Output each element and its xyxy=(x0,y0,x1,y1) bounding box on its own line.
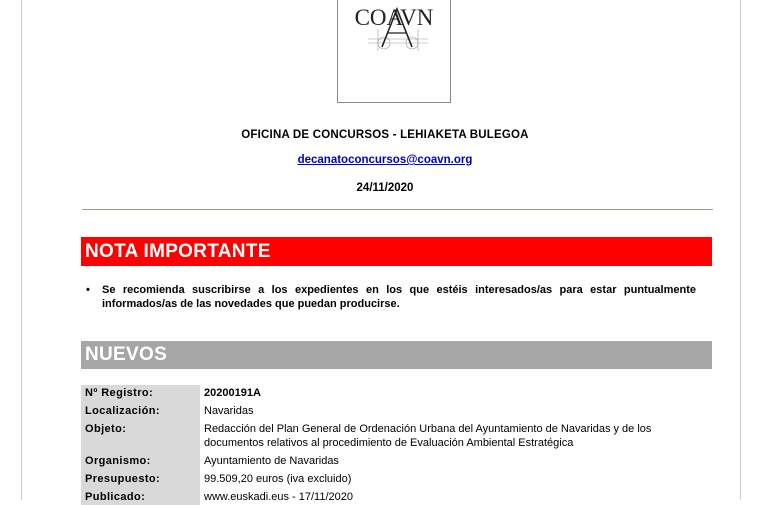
field-row-registro xyxy=(81,385,712,401)
registro-fields xyxy=(81,385,712,505)
field-row-publicado xyxy=(81,489,712,505)
field-row-objeto xyxy=(81,421,712,451)
nuevos-title: NUEVOS xyxy=(85,344,168,365)
field-label: Nº Registro: xyxy=(81,385,200,401)
field-value: 99.509,20 euros (iva excluido) xyxy=(204,473,352,485)
field-row-localizacion xyxy=(81,403,712,419)
page-border-left xyxy=(21,0,22,500)
bullet-icon: • xyxy=(86,284,90,296)
field-label: Localización: xyxy=(81,403,200,419)
field-value: Navaridas xyxy=(204,405,254,417)
document-date: 24/11/2020 xyxy=(356,182,414,194)
coavn-logo-icon xyxy=(338,0,450,102)
field-value: www.euskadi.eus - 17/11/2020 xyxy=(204,491,353,503)
svg-text:COAVN: COAVN xyxy=(354,5,434,30)
field-label: Organismo: xyxy=(81,453,200,469)
field-value: 20200191A xyxy=(204,387,261,399)
page-border-right xyxy=(740,0,741,500)
field-row-organismo xyxy=(81,453,712,469)
coavn-logo xyxy=(337,0,451,103)
office-title: OFICINA DE CONCURSOS - LEHIAKETA BULEGOA xyxy=(241,129,529,141)
field-row-presupuesto xyxy=(81,471,712,487)
nuevos-header xyxy=(81,341,712,369)
nota-text: Se recomienda suscribirse a los expedientes en los que estéis interesados/as para estar puntualmente informados/as de las novedades que puedan producirse. xyxy=(102,284,696,310)
field-label: Objeto: xyxy=(81,421,200,451)
header-divider xyxy=(82,209,713,210)
field-value: Redacción del Plan General de Ordenación Urbana del Ayuntamiento de Navaridas y de los documentos relativos al procedimiento de Evaluación Ambiental Estratégica xyxy=(204,423,652,449)
field-label: Publicado: xyxy=(81,489,200,505)
email-link[interactable]: decanatoconcursos@coavn.org xyxy=(297,154,473,166)
nota-importante-header: NOTA IMPORTANTE xyxy=(81,237,712,266)
field-value: Ayuntamiento de Navaridas xyxy=(204,455,339,467)
field-label: Presupuesto: xyxy=(81,471,200,487)
